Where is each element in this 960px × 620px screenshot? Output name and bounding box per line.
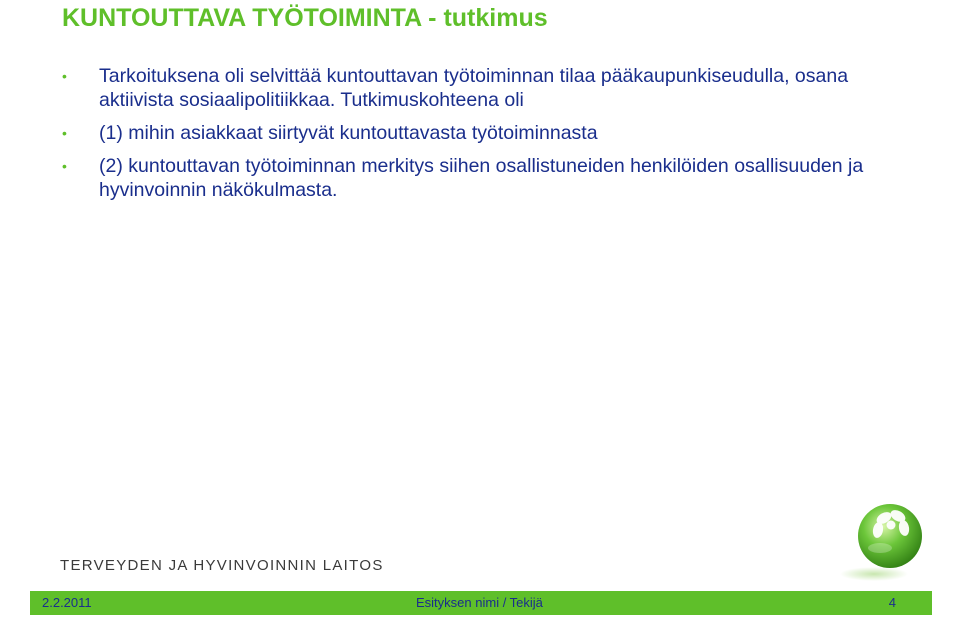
bullet-item — [60, 121, 920, 145]
bullet-text: (1) mihin asiakkaat siirtyvät kuntouttavasta työtoiminnasta — [99, 122, 598, 144]
bullet-item — [60, 64, 920, 112]
green-globe-flower-icon — [832, 498, 932, 582]
bullet-icon: • — [62, 158, 67, 174]
footer-page-number: 4 — [888, 595, 896, 610]
footer-presentation-name: Esityksen nimi / Tekijä — [416, 595, 543, 610]
bullet-text: (2) kuntouttavan työtoiminnan merkitys siihen osallistuneiden henkilöiden osallisuuden ja hyvinvoinnin näkökulmasta. — [99, 155, 864, 201]
footer-bar — [30, 591, 932, 615]
bullet-list — [60, 64, 920, 211]
organization-name: TERVEYDEN JA HYVINVOINNIN LAITOS — [60, 557, 384, 574]
bullet-text: Tarkoituksena oli selvittää kuntouttavan työtoiminnan tilaa pääkaupunkiseudulla, osana aktiivista sosiaalipolitiikkaa. Tutkimuskohteena oli — [99, 65, 849, 111]
footer-date: 2.2.2011 — [42, 595, 92, 610]
bullet-icon: • — [62, 125, 67, 141]
bullet-item — [60, 154, 920, 202]
slide-title: KUNTOUTTAVA TYÖTOIMINTA - tutkimus — [62, 4, 548, 32]
bullet-icon: • — [62, 68, 67, 84]
